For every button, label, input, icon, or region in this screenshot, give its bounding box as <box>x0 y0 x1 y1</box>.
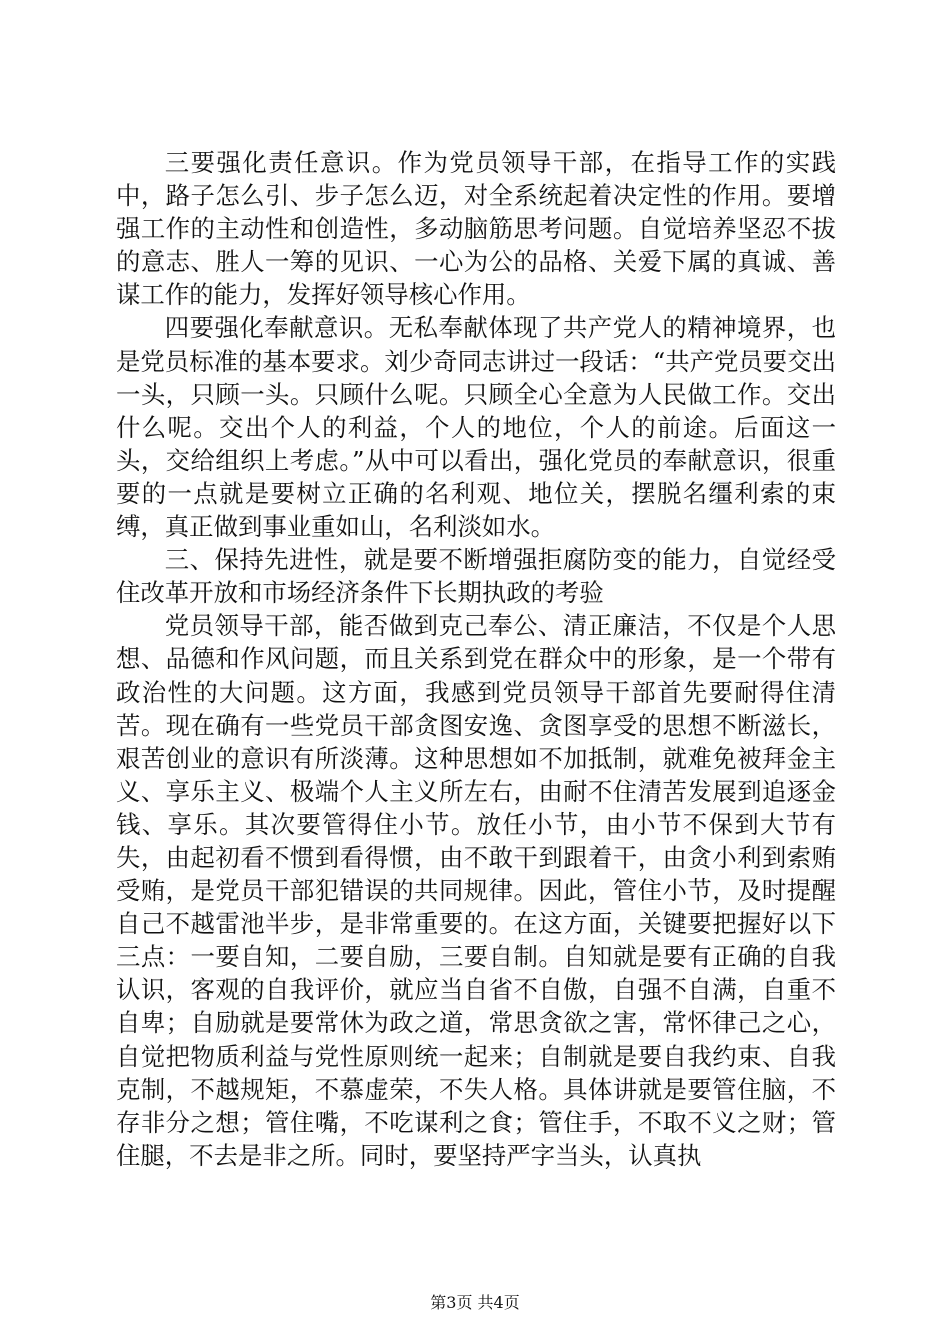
paragraph-dedication: 四要强化奉献意识。无私奉献体现了共产党人的精神境界，也是党员标准的基本要求。刘少奇同志讲过一段话：“共产党员要交出一头，只顾一头。只顾什么呢。只顾全心全意为人民做工作。交出什么呢。交出个人的利益，个人的地位，个人的前途。后面这一头，交给组织上考虑。”从中可以看出，强化党员的奉献意识，很重要的一点就是要树立正确的名利观、地位关，摆脱名缰利索的束缚，真正做到事业重如山，名利淡如水。 <box>116 313 836 542</box>
document-body <box>116 146 836 1172</box>
paragraph-responsibility: 三要强化责任意识。作为党员领导干部，在指导工作的实践中，路子怎么引、步子怎么迈，对全系统起着决定性的作用。要增强工作的主动性和创造性，多动脑筋思考问题。自觉培养坚忍不拔的意志、胜人一筹的见识、一心为公的品格、关爱下属的真诚、善谋工作的能力，发挥好领导核心作用。 <box>116 148 836 310</box>
page-footer: 第3页 共4页 <box>430 1293 520 1312</box>
paragraph-integrity: 党员领导干部，能否做到克己奉公、清正廉洁，不仅是个人思想、品德和作风问题，而且关系到党在群众中的形象，是一个带有政治性的大问题。这方面，我感到党员领导干部首先要耐得住清苦。现在确有一些党员干部贪图安逸、贪图享受的思想不断滋长，艰苦创业的意识有所淡薄。这种思想如不加抵制，就难免被拜金主义、享乐主义、极端个人主义所左右，由耐不住清苦发展到追逐金钱、享乐。其次要管得住小节。放任小节，由小节不保到大节有失，由起初看不惯到看得惯，由不敢干到跟着干，由贪小利到索贿受贿，是党员干部犯错误的共同规律。因此，管住小节，及时提醒自己不越雷池半步，是非常重要的。在这方面，关键要把握好以下三点：一要自知，二要自励，三要自制。自知就是要有正确的自我认识，客观的自我评价，就应当自省不自傲，自强不自满，自重不自卑；自励就是要常休为政之道，常思贪欲之害，常怀律己之心，自觉把物质利益与党性原则统一起来；自制就是要自我约束、自我克制，不越规矩，不慕虚荣，不失人格。具体讲就是要管住脑，不存非分之想；管住嘴，不吃谋利之食；管住手，不取不义之财；管住腿，不去是非之所。同时，要坚持严字当头，认真执 <box>116 611 836 1170</box>
section-heading-three: 三、保持先进性，就是要不断增强拒腐防变的能力，自觉经受住改革开放和市场经济条件下长期执政的考验 <box>116 545 836 608</box>
